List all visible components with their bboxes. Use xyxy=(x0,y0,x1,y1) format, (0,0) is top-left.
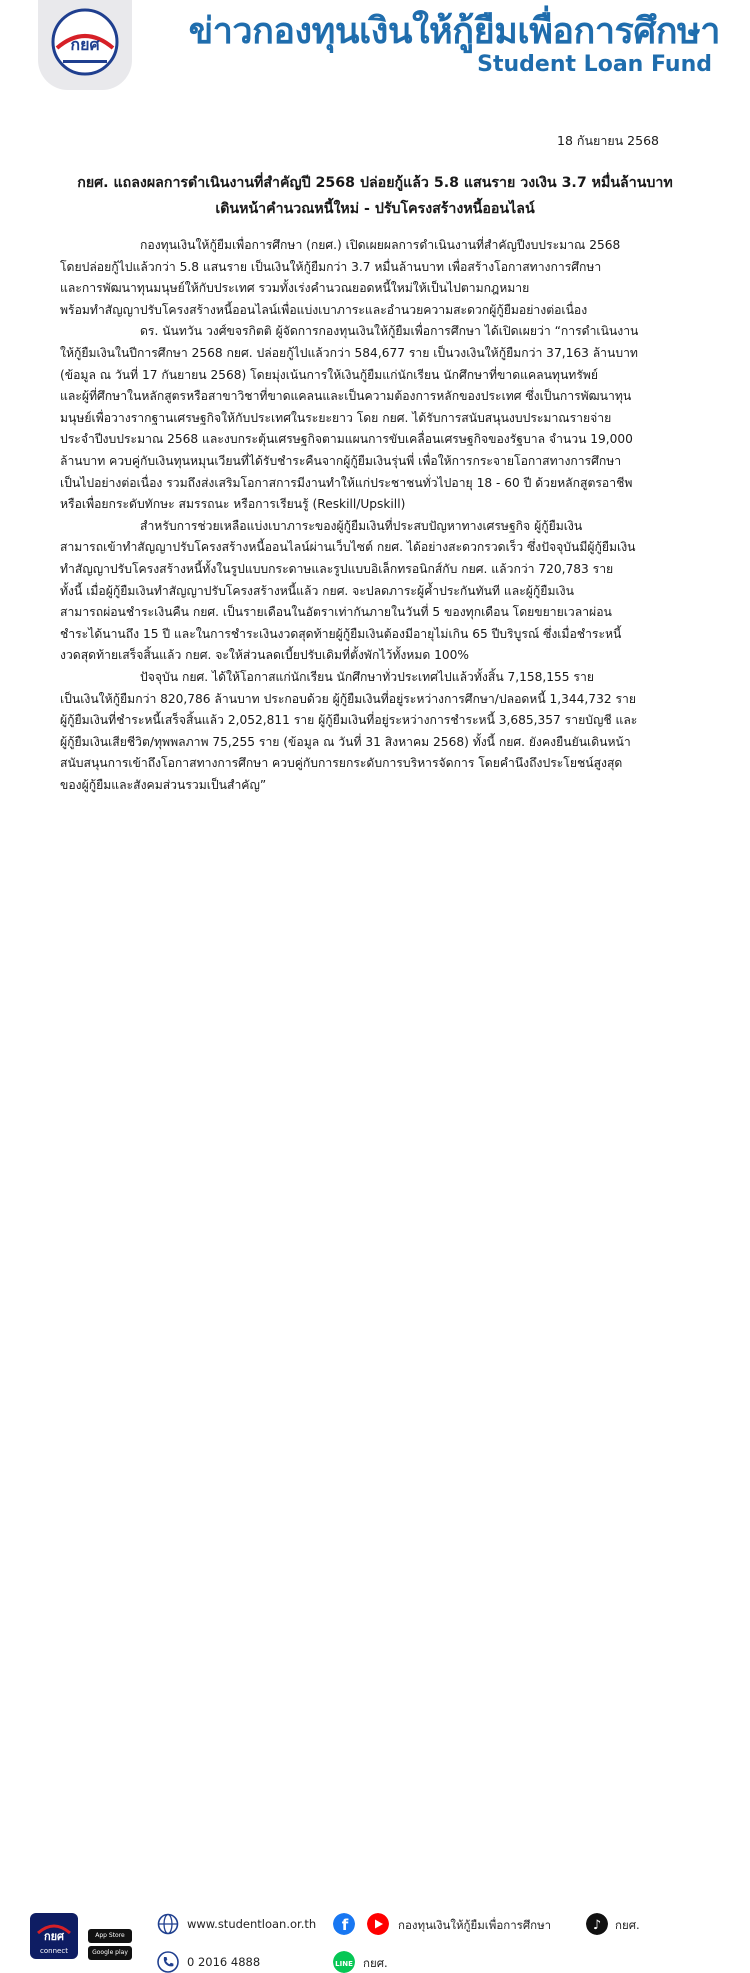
body-line: ดร. นันทวัน วงศ์ขจรกิตติ ผู้จัดการกองทุนเงินให้กู้ยืมเพื่อการศึกษา ได้เปิดเผยว่า “การดำเนินงาน xyxy=(140,324,639,339)
header xyxy=(0,0,750,92)
headline-line: เดินหน้าคำนวณหนี้ใหม่ - ปรับโครงสร้างหนี้ออนไลน์ xyxy=(215,201,535,217)
body-line: สนับสนุนการเข้าถึงโอกาสทางการศึกษา ควบคู่กับการยกระดับการบริหารจัดการ โดยคำนึงถึงประโยชน์สูงสุด xyxy=(60,756,623,771)
body-line: ประจำปีงบประมาณ 2568 และงบกระตุ้นเศรษฐกิจตามแผนการขับเคลื่อนเศรษฐกิจของรัฐบาล จำนวน 19,000 xyxy=(60,432,633,447)
body-line: โดยปล่อยกู้ไปแล้วกว่า 5.8 แสนราย เป็นเงินให้กู้ยืมกว่า 3.7 หมื่นล้านบาท เพื่อสร้างโอกาสทางการศึกษา xyxy=(60,259,602,274)
logo-text: กยศ xyxy=(70,35,100,54)
body-line: เป็นเงินให้กู้ยืมกว่า 820,786 ล้านบาท ประกอบด้วย ผู้กู้ยืมเงินที่อยู่ระหว่างการศึกษา/ปลอดหนี้ 1,344,732 ราย xyxy=(60,691,636,706)
footer xyxy=(0,950,750,1970)
body-line: กองทุนเงินให้กู้ยืมเพื่อการศึกษา (กยศ.) เปิดเผยผลการดำเนินงานที่สำคัญปีงบประมาณ 2568 xyxy=(140,238,621,252)
body-line: ผู้กู้ยืมเงินเสียชีวิต/ทุพพลภาพ 75,255 ราย (ข้อมูล ณ วันที่ 31 สิงหาคม 2568) ทั้งนี้ กยศ. ยังคงยืนยันเดินหน้า xyxy=(60,734,631,749)
line-account[interactable]: กยศ. xyxy=(363,1956,388,1970)
body-line: เป็นไปอย่างต่อเนื่อง รวมถึงส่งเสริมโอกาสการมีงานทำให้แก่ประชาชนทั่วไปอายุ 18 - 60 ปี ด้วยหลักสูตรอาชีพ xyxy=(60,475,633,490)
body-line: งวดสุดท้ายเสร็จสิ้นแล้ว กยศ. จะให้ส่วนลดเบี้ยปรับเดิมที่ตั้งพักไว้ทั้งหมด 100% xyxy=(60,648,470,663)
body-line: ทำสัญญาปรับโครงสร้างหนี้ทั้งในรูปแบบกระดาษและรูปแบบอิเล็กทรอนิกส์กับ กยศ. แล้วกว่า 720,783 ราย xyxy=(60,562,614,576)
phone-icon xyxy=(157,1951,179,1973)
connect-app-logo[interactable] xyxy=(30,1913,78,1959)
body-line: ทั้งนี้ เมื่อผู้กู้ยืมเงินทำสัญญาปรับโครงสร้างหนี้แล้ว กยศ. จะปลดภาระผู้ค้ำประกันทันที และผู้กู้ยืมเงิน xyxy=(60,583,574,598)
globe-icon xyxy=(157,1913,179,1935)
website-link[interactable]: www.studentloan.or.th xyxy=(187,1917,317,1931)
facebook-icon[interactable] xyxy=(333,1913,355,1935)
body-line: ชำระได้นานถึง 15 ปี และในการชำระเงินงวดสุดท้ายผู้กู้ยืมเงินต้องมีอายุไม่เกิน 65 ปีบริบูรณ์ ซึ่งเมื่อชำระหนี้ xyxy=(60,626,622,641)
svg-text:LINE: LINE xyxy=(335,1960,353,1968)
logo xyxy=(38,0,132,90)
app-store-badge[interactable]: App Store xyxy=(88,1929,132,1943)
youtube-icon[interactable] xyxy=(367,1913,389,1935)
body-line: พร้อมทำสัญญาปรับโครงสร้างหนี้ออนไลน์เพื่อแบ่งเบาภาระและอำนวยความสะดวกผู้กู้ยืมอย่างต่อเนื่อง xyxy=(60,302,588,317)
facebook-page-name[interactable]: กองทุนเงินให้กู้ยืมเพื่อการศึกษา xyxy=(398,1918,552,1932)
tiktok-icon[interactable] xyxy=(586,1913,608,1935)
headline-line: กยศ. แถลงผลการดำเนินงานที่สำคัญปี 2568 ปล่อยกู้แล้ว 5.8 แสนราย วงเงิน 3.7 หมื่นล้านบาท xyxy=(77,175,673,191)
body-line: สามารถเข้าทำสัญญาปรับโครงสร้างหนี้ออนไลน์ผ่านเว็บไซต์ กยศ. ได้อย่างสะดวกรวดเร็ว ซึ่งปัจจุบันมีผู้กู้ยืมเงิน xyxy=(60,540,636,555)
line-icon[interactable] xyxy=(333,1951,355,1973)
body-line: และการพัฒนาทุนมนุษย์ให้กับประเทศ รวมทั้งเร่งคำนวณยอดหนี้ใหม่ให้เป็นไปตามกฎหมาย xyxy=(60,281,530,296)
svg-text:♪: ♪ xyxy=(592,1918,602,1933)
fund-logo-icon xyxy=(43,4,127,84)
phone-number[interactable]: 0 2016 4888 xyxy=(187,1955,261,1969)
body-line: สำหรับการช่วยเหลือแบ่งเบาภาระของผู้กู้ยืมเงินที่ประสบปัญหาทางเศรษฐกิจ ผู้กู้ยืมเงิน xyxy=(140,518,583,533)
body-line: หรือเพื่อยกระดับทักษะ สมรรถนะ หรือการเรียนรู้ (Reskill/Upskill) xyxy=(60,497,406,512)
body-line: ผู้กู้ยืมเงินที่ชำระหนี้เสร็จสิ้นแล้ว 2,052,811 ราย ผู้กู้ยืมเงินที่อยู่ระหว่างการชำระหนี้ 3,685,357 รายบัญชี และ xyxy=(60,713,638,728)
connect-logo-text: กยศ xyxy=(43,1930,65,1943)
tiktok-handle[interactable]: กยศ. xyxy=(615,1918,640,1932)
body-line: และผู้ที่ศึกษาในหลักสูตรหรือสาขาวิชาที่ขาดแคลนและเป็นความต้องการหลักของประเทศ ซึ่งเป็นการพัฒนาทุน xyxy=(60,389,632,404)
body-line: ล้านบาท ควบคู่กับเงินทุนหมุนเวียนที่ได้รับชำระคืนจากผู้กู้ยืมเงินรุ่นพี่ เพื่อให้การกระจายโอกาสทางการศึกษา xyxy=(60,454,622,468)
body-line: (ข้อมูล ณ วันที่ 17 กันยายน 2568) โดยมุ่งเน้นการให้เงินกู้ยืมแก่นักเรียน นักศึกษาที่ขาดแคลนทุนทรัพย์ xyxy=(60,367,599,382)
body-line: ของผู้กู้ยืมและสังคมส่วนรวมเป็นสำคัญ” xyxy=(60,778,267,792)
body-line: ให้กู้ยืมเงินในปีการศึกษา 2568 กยศ. ปล่อยกู้ไปแล้วกว่า 584,677 ราย เป็นวงเงินให้กู้ยืมกว่า 37,163 ล้านบาท xyxy=(60,346,638,360)
connect-logo-icon xyxy=(30,1913,78,1959)
body-line: สามารถผ่อนชำระเงินคืน กยศ. เป็นรายเดือนในอัตราเท่ากันภายในวันที่ 5 ของทุกเดือน โดยขยายเวลาผ่อน xyxy=(60,605,612,620)
svg-text:f: f xyxy=(341,1916,349,1934)
google-play-badge[interactable]: Google play xyxy=(88,1946,132,1960)
header-title-en: Student Loan Fund xyxy=(477,52,712,77)
body-line: มนุษย์เพื่อวางรากฐานเศรษฐกิจให้กับประเทศในระยะยาว โดย กยศ. ได้รับการสนับสนุนงบประมาณรายจ่าย xyxy=(60,410,612,425)
body-line: ปัจจุบัน กยศ. ได้ให้โอกาสแก่นักเรียน นักศึกษาทั่วประเทศไปแล้วทั้งสิ้น 7,158,155 ราย xyxy=(140,670,594,684)
publish-date: 18 กันยายน 2568 xyxy=(557,133,659,148)
connect-label: connect xyxy=(40,1947,68,1955)
header-title-th: ข่าวกองทุนเงินให้กู้ยืมเพื่อการศึกษา xyxy=(188,11,720,52)
